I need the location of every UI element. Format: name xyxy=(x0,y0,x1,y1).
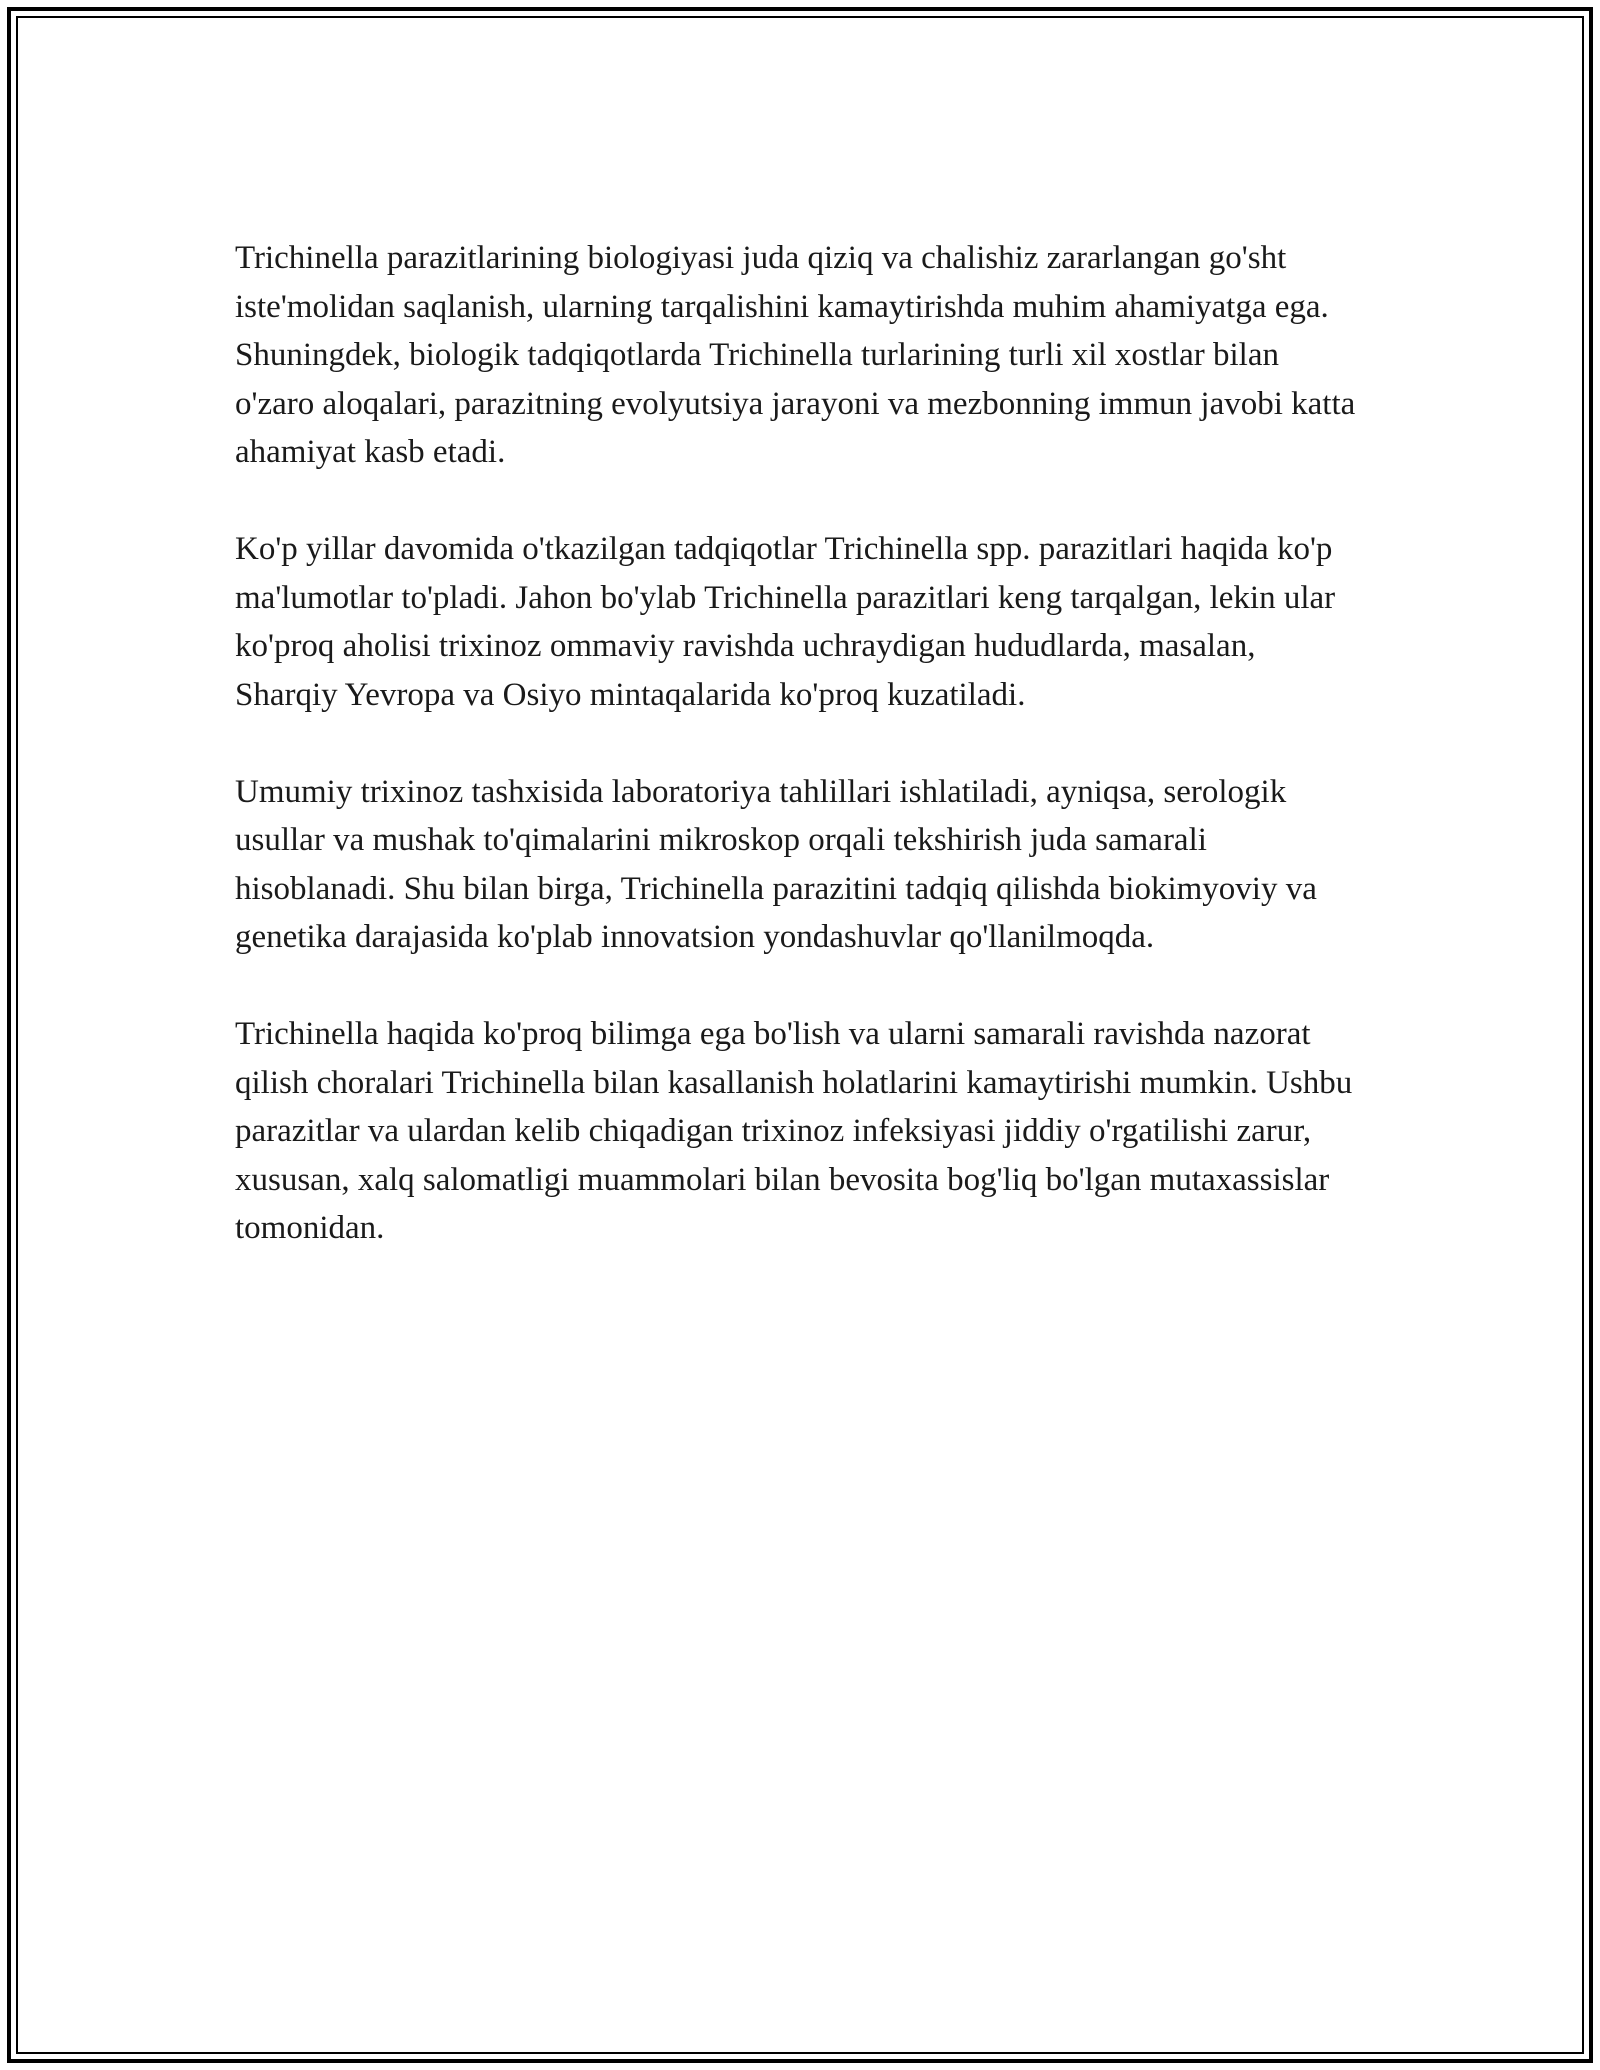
paragraph-2: Ko'p yillar davomida o'tkazilgan tadqiqotlar Trichinella spp. parazitlari haqida ko'p ma'lumotlar to'pladi. Jahon bo'ylab Trichinella parazitlari keng tarqalgan, lekin ular ko'proq aholisi trixinoz ommaviy ravishda uchraydigan hududlarda, masalan, Sharqiy Yevropa va Osiyo mintaqalarida ko'proq kuzatiladi. xyxy=(235,531,1336,713)
document-body xyxy=(235,234,1365,1253)
paragraph-4: Trichinella haqida ko'proq bilimga ega bo'lish va ularni samarali ravishda nazorat qilish choralari Trichinella bilan kasallanish holatlarini kamaytirishi mumkin. Ushbu parazitlar va ulardan kelib chiqadigan trixinoz infeksiyasi jiddiy o'rgatilishi zarur, xususan, xalq salomatligi muammolari bilan bevosita bog'liq bo'lgan mutaxassislar tomonidan. xyxy=(235,1016,1353,1246)
paragraph-3: Umumiy trixinoz tashxisida laboratoriya tahlillari ishlatiladi, ayniqsa, serologik usullar va mushak to'qimalarini mikroskop orqali tekshirish juda samarali hisoblanadi. Shu bilan birga, Trichinella parazitini tadqiq qilishda biokimyoviy va genetika darajasida ko'plab innovatsion yondashuvlar qo'llanilmoqda. xyxy=(235,773,1317,955)
paragraph-1: Trichinella parazitlarining biologiyasi juda qiziq va chalishiz zararlangan go'sht iste'molidan saqlanish, ularning tarqalishini kamaytirishda muhim ahamiyatga ega. Shuningdek, biologik tadqiqotlarda Trichinella turlarining turli xil xostlar bilan o'zaro aloqalari, parazitning evolyutsiya jarayoni va mezbonning immun javobi katta ahamiyat kasb etadi. xyxy=(235,240,1356,470)
